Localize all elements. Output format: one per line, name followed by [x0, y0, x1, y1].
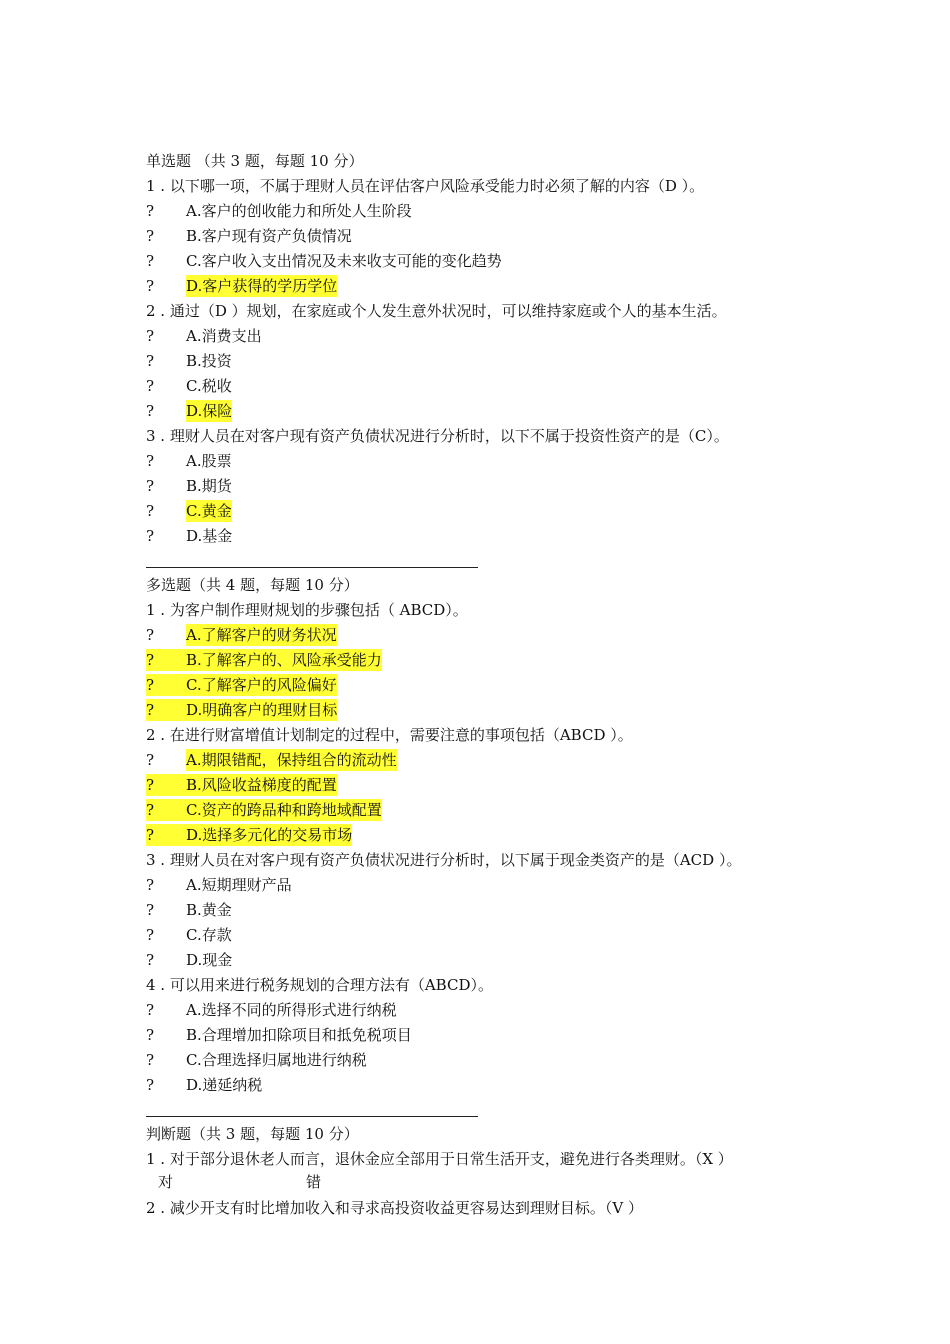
option-marker: ?	[146, 699, 186, 721]
option-text-highlighted: D.选择多元化的交易市场	[186, 826, 353, 844]
option-text-highlighted: C.资产的跨品种和跨地域配置	[186, 801, 382, 819]
judge-q1-false-label: 错	[306, 1173, 322, 1191]
multi-q1-text: 1 . 为客户制作理财规划的步骤包括（ ABCD）。	[146, 601, 468, 619]
option-marker: ?	[146, 626, 155, 644]
multi-q1-option-b	[146, 649, 382, 671]
judge-header: 判断题（共 3 题，每题 10 分）	[146, 1125, 359, 1143]
option-text: A.客户的创收能力和所处人生阶段	[186, 202, 412, 220]
multi-q1-option-c	[146, 674, 337, 696]
single-q1-text: 1 . 以下哪一项，不属于理财人员在评估客户风险承受能力时必须了解的内容（D ）。	[146, 177, 705, 195]
single-q1-option-c	[146, 250, 502, 272]
option-marker: ?	[146, 202, 155, 220]
option-text-highlighted: A.了解客户的财务状况	[186, 626, 337, 644]
option-marker: ?	[146, 926, 155, 944]
option-marker: ?	[146, 402, 155, 420]
option-marker: ?	[146, 252, 155, 270]
option-text-highlighted: D.保险	[186, 402, 233, 420]
single-q3-text: 3 . 理财人员在对客户现有资产负债状况进行分析时，以下不属于投资性资产的是（C）。	[146, 427, 729, 445]
option-text: B.客户现有资产负债情况	[186, 227, 352, 245]
option-text: D.现金	[186, 951, 233, 969]
single-q2-option-d	[146, 400, 232, 422]
option-text: A.选择不同的所得形式进行纳税	[186, 1001, 397, 1019]
single-q1-option-b	[146, 225, 352, 247]
option-marker: ?	[146, 1051, 155, 1069]
single-choice-header: 单选题 （共 3 题，每题 10 分）	[146, 152, 364, 170]
option-text-highlighted: C.了解客户的风险偏好	[186, 676, 337, 694]
option-text: D.基金	[186, 527, 233, 545]
option-marker: ?	[146, 674, 186, 696]
option-marker: ?	[146, 227, 155, 245]
option-marker: ?	[146, 1026, 155, 1044]
judge-q1-text: 1 . 对于部分退休老人而言，退休金应全部用于日常生活开支，避免进行各类理财。（X ）	[146, 1150, 733, 1168]
option-marker: ?	[146, 277, 155, 295]
option-text: D.递延纳税	[186, 1076, 263, 1094]
option-marker: ?	[146, 477, 155, 495]
option-text-highlighted: C.黄金	[186, 502, 232, 520]
option-marker: ?	[146, 876, 155, 894]
multi-q4-option-b	[146, 1024, 412, 1046]
option-text-highlighted: B.了解客户的、风险承受能力	[186, 651, 382, 669]
single-q2-option-b	[146, 350, 232, 372]
multi-q2-option-a	[146, 749, 397, 771]
option-marker: ?	[146, 799, 186, 821]
option-marker: ?	[146, 452, 155, 470]
single-q2-option-c	[146, 375, 232, 397]
option-marker: ?	[146, 1001, 155, 1019]
multi-q4-option-c	[146, 1049, 367, 1071]
option-text-highlighted: B.风险收益梯度的配置	[186, 776, 337, 794]
judge-q1-true-label: 对	[158, 1173, 174, 1191]
multi-q3-option-b	[146, 899, 232, 921]
single-q3-option-b	[146, 475, 232, 497]
option-marker: ?	[146, 527, 155, 545]
option-text-highlighted: A.期限错配，保持组合的流动性	[186, 751, 397, 769]
single-q2-text: 2 . 通过（D ）规划，在家庭或个人发生意外状况时，可以维持家庭或个人的基本生活。	[146, 302, 727, 320]
multi-choice-header: 多选题（共 4 题，每题 10 分）	[146, 576, 359, 594]
multi-q3-option-a	[146, 874, 292, 896]
option-text: B.期货	[186, 477, 232, 495]
option-marker: ?	[146, 824, 186, 846]
option-marker: ?	[146, 751, 155, 769]
option-text: C.税收	[186, 377, 232, 395]
section-divider	[146, 1116, 478, 1117]
single-q3-option-d	[146, 525, 232, 547]
option-marker: ?	[146, 352, 155, 370]
multi-q4-option-d	[146, 1074, 262, 1096]
multi-q4-text: 4 . 可以用来进行税务规划的合理方法有（ABCD）。	[146, 976, 493, 994]
single-q3-option-c	[146, 500, 232, 522]
section-divider	[146, 567, 478, 568]
multi-q1-option-d	[146, 699, 337, 721]
single-q1-option-a	[146, 200, 412, 222]
multi-q3-option-d	[146, 949, 232, 971]
multi-q4-option-a	[146, 999, 397, 1021]
option-marker: ?	[146, 327, 155, 345]
multi-q3-text: 3 . 理财人员在对客户现有资产负债状况进行分析时，以下属于现金类资产的是（ACD ）。	[146, 851, 742, 869]
option-marker: ?	[146, 377, 155, 395]
option-marker: ?	[146, 901, 155, 919]
option-text: B.投资	[186, 352, 232, 370]
single-q3-option-a	[146, 450, 232, 472]
option-text: A.股票	[186, 452, 232, 470]
option-text: C.合理选择归属地进行纳税	[186, 1051, 367, 1069]
option-marker: ?	[146, 1076, 155, 1094]
option-text: C.存款	[186, 926, 232, 944]
option-marker: ?	[146, 649, 186, 671]
option-text: B.黄金	[186, 901, 232, 919]
option-marker: ?	[146, 774, 186, 796]
multi-q3-option-c	[146, 924, 232, 946]
option-text: C.客户收入支出情况及未来收支可能的变化趋势	[186, 252, 502, 270]
multi-q2-option-c	[146, 799, 382, 821]
multi-q2-option-b	[146, 774, 337, 796]
option-text-highlighted: D.明确客户的理财目标	[186, 701, 338, 719]
option-marker: ?	[146, 502, 155, 520]
multi-q2-option-d	[146, 824, 352, 846]
option-text: A.短期理财产品	[186, 876, 292, 894]
option-text: A.消费支出	[186, 327, 262, 345]
option-marker: ?	[146, 951, 155, 969]
multi-q2-text: 2 . 在进行财富增值计划制定的过程中，需要注意的事项包括（ABCD ）。	[146, 726, 633, 744]
single-q1-option-d	[146, 275, 337, 297]
option-text: B.合理增加扣除项目和抵免税项目	[186, 1026, 412, 1044]
option-text-highlighted: D.客户获得的学历学位	[186, 277, 338, 295]
judge-q2-text: 2 . 减少开支有时比增加收入和寻求高投资收益更容易达到理财目标。（V ）	[146, 1199, 643, 1217]
single-q2-option-a	[146, 325, 262, 347]
multi-q1-option-a	[146, 624, 337, 646]
